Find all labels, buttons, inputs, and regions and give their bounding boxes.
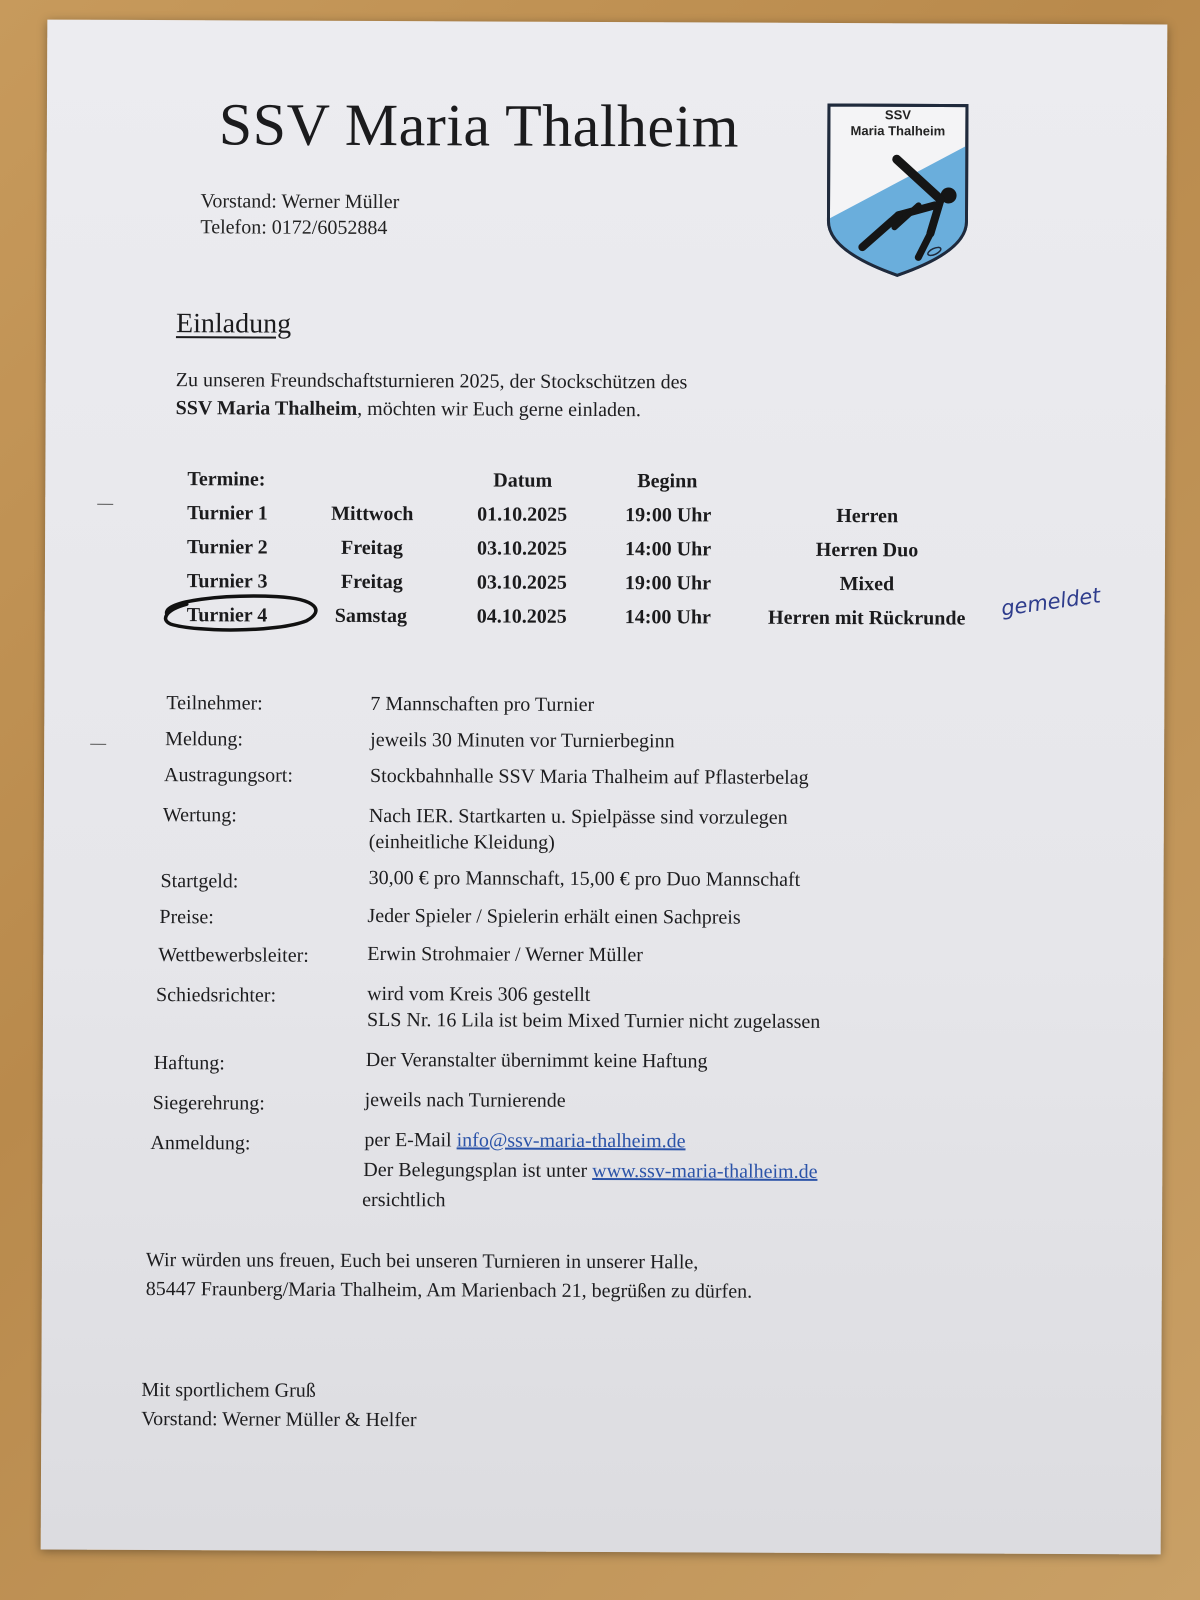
- registration-website-link[interactable]: www.ssv-maria-thalheim.de: [592, 1159, 818, 1183]
- schedule-row-1-label: Turnier 1: [187, 502, 268, 525]
- signature-greeting: Mit sportlichem Gruß: [141, 1378, 316, 1402]
- detail-value-participants: 7 Mannschaften pro Turnier: [370, 692, 595, 716]
- detail-value-competition-lead: Erwin Strohmaier / Werner Müller: [367, 942, 644, 967]
- schedule-row-4-date: 04.10.2025: [476, 605, 567, 628]
- schedule-row-1-day: Mittwoch: [331, 502, 414, 526]
- signature-name: Vorstand: Werner Müller & Helfer: [141, 1407, 417, 1432]
- detail-label-referee: Schiedsrichter:: [156, 984, 277, 1007]
- closing-line-1: Wir würden uns freuen, Euch bei unseren Turnieren in unserer Halle,: [145, 1249, 699, 1274]
- schedule-row-3-category: Mixed: [839, 573, 895, 596]
- detail-label-scoring: Wertung:: [162, 804, 237, 827]
- registration-plan-prefix: Der Belegungsplan ist unter: [363, 1158, 593, 1182]
- detail-value-liability: Der Veranstalter übernimmt keine Haftung: [365, 1048, 708, 1073]
- registration-email-line: [364, 1127, 685, 1155]
- registration-email-prefix: per E-Mail: [364, 1128, 457, 1152]
- intro-line-2-rest: , möchten wir Euch gerne einladen.: [357, 397, 641, 422]
- detail-label-liability: Haftung:: [153, 1052, 225, 1075]
- detail-label-prizes: Preise:: [159, 906, 214, 929]
- schedule-row-2-category: Herren Duo: [815, 538, 919, 562]
- paper-sheet: [41, 20, 1168, 1555]
- schedule-row-2-day: Freitag: [340, 536, 403, 560]
- detail-value-referee-2: SLS Nr. 16 Lila ist beim Mixed Turnier nicht zugelassen: [366, 1008, 821, 1033]
- schedule-row-2-label: Turnier 2: [186, 536, 268, 559]
- detail-label-entry-fee: Startgeld:: [160, 870, 239, 893]
- detail-value-scoring-1: Nach IER. Startkarten u. Spielpässe sind vorzulegen: [368, 804, 788, 829]
- document-title: SSV Maria Thalheim: [218, 91, 740, 160]
- schedule-row-4-day: Samstag: [334, 604, 408, 628]
- schedule-row-4-category: Herren mit Rückrunde: [767, 606, 966, 630]
- tournament-details: [41, 20, 1168, 1555]
- schedule-row-1-category: Herren: [836, 505, 899, 528]
- handwritten-note: gemeldet: [999, 583, 1102, 621]
- detail-label-registration: Anmeldung:: [150, 1132, 251, 1155]
- invitation-heading: Einladung: [175, 308, 292, 340]
- schedule-row-1-date: 01.10.2025: [477, 503, 568, 526]
- schedule-row-3-label: Turnier 3: [186, 570, 268, 593]
- schedule-header-time: Beginn: [637, 470, 698, 493]
- schedule-header-date: Datum: [493, 469, 553, 492]
- detail-value-check-in: jeweils 30 Minuten vor Turnierbeginn: [370, 728, 675, 753]
- logo-text-club: Maria Thalheim: [850, 123, 946, 139]
- registration-plan-suffix: ersichtlich: [362, 1188, 446, 1212]
- detail-label-participants: Teilnehmer:: [166, 692, 263, 715]
- schedule-row-1-time: 19:00 Uhr: [625, 504, 712, 527]
- schedule-row-3-day: Freitag: [340, 570, 403, 594]
- detail-value-scoring-2: (einheitliche Kleidung): [368, 830, 555, 854]
- intro-line-1: Zu unseren Freundschaftsturnieren 2025, der Stockschützen des: [175, 369, 688, 394]
- detail-value-entry-fee: 30,00 € pro Mannschaft, 15,00 € pro Duo Mannschaft: [368, 866, 801, 891]
- schedule-row-2-time: 14:00 Uhr: [624, 538, 712, 561]
- intro-club-name: SSV Maria Thalheim: [175, 397, 358, 420]
- detail-label-venue: Austragungsort:: [163, 764, 293, 787]
- detail-label-award-ceremony: Siegerehrung:: [152, 1092, 265, 1115]
- schedule-row-3-date: 03.10.2025: [476, 571, 567, 594]
- registration-email-link[interactable]: info@ssv-maria-thalheim.de: [456, 1129, 686, 1153]
- detail-value-referee-1: wird vom Kreis 306 gestellt: [367, 982, 591, 1006]
- schedule-row-4-label: Turnier 4: [186, 604, 268, 627]
- phone-number: Telefon: 0172/6052884: [200, 216, 388, 240]
- schedule-header-label: Termine:: [187, 468, 266, 491]
- closing-paragraph: [146, 1246, 753, 1307]
- schedule-row-2-date: 03.10.2025: [476, 537, 568, 560]
- schedule-row-3-time: 19:00 Uhr: [624, 572, 712, 595]
- board-member: Vorstand: Werner Müller: [200, 190, 400, 214]
- registration-plan-line: [363, 1157, 817, 1186]
- signature-block: [141, 1376, 417, 1435]
- detail-label-check-in: Meldung:: [165, 728, 244, 751]
- detail-value-award-ceremony: jeweils nach Turnierende: [364, 1088, 566, 1112]
- logo-text-ssv: SSV: [884, 107, 911, 123]
- detail-label-competition-lead: Wettbewerbsleiter:: [158, 944, 309, 967]
- detail-value-prizes: Jeder Spieler / Spielerin erhält einen Sachpreis: [367, 904, 741, 929]
- detail-value-venue: Stockbahnhalle SSV Maria Thalheim auf Pflasterbelag: [369, 764, 809, 789]
- schedule-row-4-time: 14:00 Uhr: [624, 606, 711, 629]
- closing-line-2: 85447 Fraunberg/Maria Thalheim, Am Marienbach 21, begrüßen zu dürfen.: [145, 1278, 753, 1303]
